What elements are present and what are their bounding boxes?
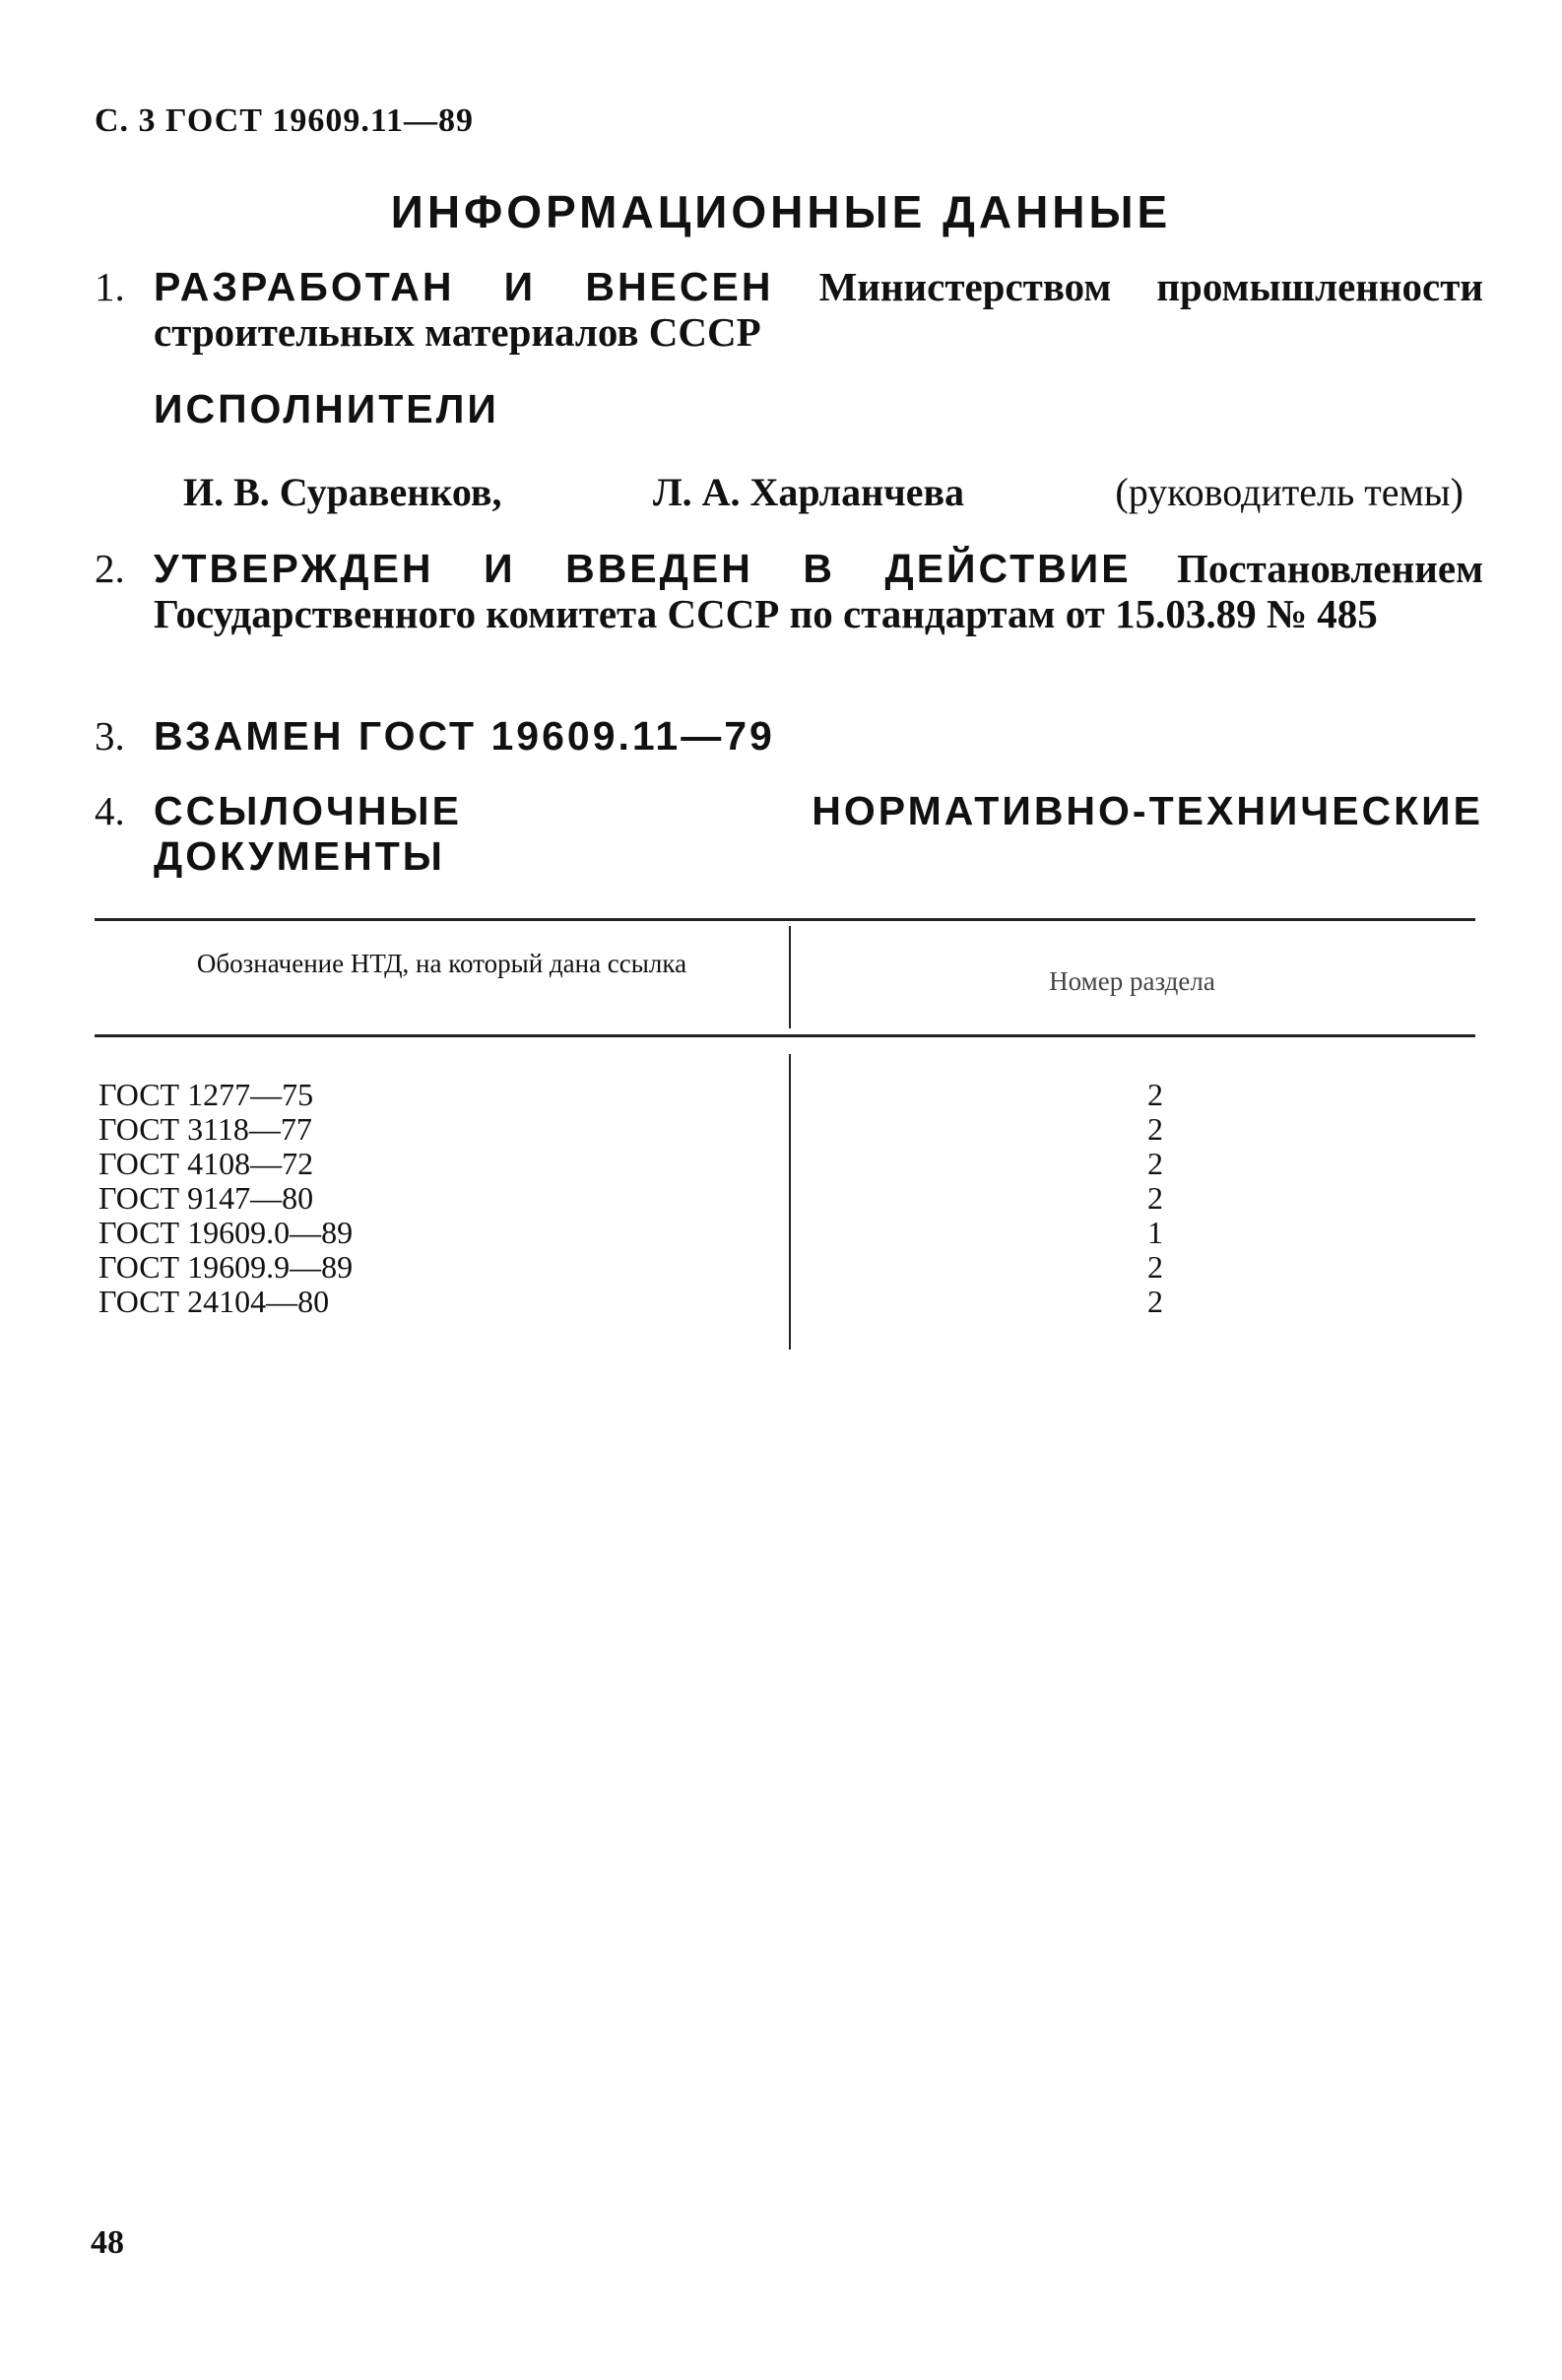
table-top-rule — [95, 918, 1475, 921]
info-item-4 — [95, 788, 1483, 879]
executor-name: И. В. Суравенков, — [183, 470, 502, 514]
table-cell-section: 2 — [1147, 1146, 1163, 1181]
table-cell-document: ГОСТ 9147—80 — [98, 1180, 314, 1216]
table-column-divider — [789, 1054, 791, 1350]
executors-heading: ИСПОЛНИТЕЛИ — [154, 386, 499, 431]
page-number: 48 — [91, 2224, 124, 2261]
executor-name: Л. А. Харланчева — [652, 470, 965, 514]
item-heading: ВЗАМЕН ГОСТ 19609.11—79 — [154, 713, 775, 759]
info-item-2 — [95, 546, 1483, 636]
table-cell-section: 1 — [1147, 1215, 1163, 1250]
table-cell-document: ГОСТ 1277—75 — [98, 1077, 314, 1112]
table-header-section: Номер раздела — [1049, 966, 1215, 996]
table-cell-document: ГОСТ 19609.0—89 — [98, 1215, 354, 1250]
executor-role: (руководитель темы) — [1115, 470, 1464, 514]
table-cell-section: 2 — [1147, 1284, 1163, 1319]
table-cell-document: ГОСТ 4108—72 — [98, 1146, 314, 1181]
table-header-document: Обозначение НТД, на который дана ссылка — [196, 949, 687, 978]
item-heading: УТВЕРЖДЕН И ВВЕДЕН В ДЕЙСТВИЕ — [154, 546, 1132, 591]
table-column-documents — [98, 1078, 353, 1319]
item-number: 4. — [95, 788, 125, 833]
table-cell-document: ГОСТ 24104—80 — [98, 1284, 330, 1319]
table-cell-section: 2 — [1147, 1077, 1163, 1112]
item-heading: ССЫЛОЧНЫЕ НОРМАТИВНО-ТЕХНИЧЕСКИЕ ДОКУМЕНТЫ — [154, 788, 1483, 879]
reference-table — [95, 918, 1475, 1352]
table-cell-document: ГОСТ 3118—77 — [98, 1111, 312, 1147]
item-number: 3. — [95, 713, 125, 759]
item-text: Министерством промышленности строительных материалов СССР — [154, 264, 1484, 355]
item-number: 1. — [95, 264, 125, 309]
document-title: ИНФОРМАЦИОННЫЕ ДАННЫЕ — [390, 186, 1172, 237]
executors-line — [183, 469, 1464, 515]
table-column-sections — [1131, 1078, 1180, 1319]
table-cell-section: 2 — [1147, 1111, 1163, 1147]
item-number: 2. — [95, 546, 125, 591]
item-text: Постановлением Государственного комитета СССР по стандартам от 15.03.89 № 485 — [154, 546, 1484, 636]
table-cell-section: 2 — [1147, 1180, 1163, 1216]
table-cell-section: 2 — [1147, 1249, 1163, 1285]
page-header: С. 3 ГОСТ 19609.11—89 — [95, 102, 475, 139]
table-cell-document: ГОСТ 19609.9—89 — [98, 1249, 354, 1285]
item-heading: РАЗРАБОТАН И ВНЕСЕН — [154, 264, 774, 309]
table-header-rule — [95, 1034, 1475, 1037]
info-item-1 — [95, 264, 1483, 355]
info-item-3 — [95, 713, 1483, 759]
